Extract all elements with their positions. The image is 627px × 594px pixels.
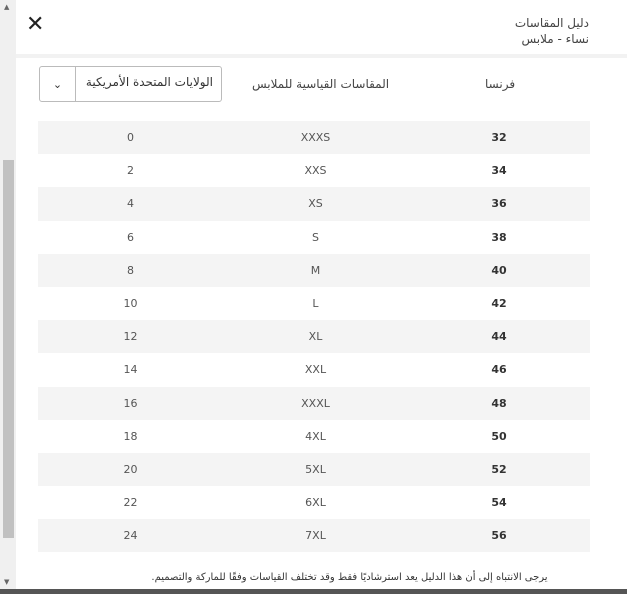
table-row — [38, 387, 590, 420]
us-size-cell: 12 — [38, 320, 223, 353]
standard-size-cell: 7XL — [223, 519, 408, 552]
table-row — [38, 121, 590, 154]
table-row — [38, 519, 590, 552]
close-icon[interactable]: ✕ — [26, 12, 45, 37]
scrollbar[interactable] — [0, 0, 16, 589]
page-subtitle: نساء - ملابس — [521, 32, 589, 46]
standard-size-cell: XXS — [304, 164, 327, 178]
scrollbar-thumb[interactable] — [3, 160, 14, 538]
france-size-cell: 40 — [408, 254, 590, 287]
us-size-cell: 6 — [127, 230, 134, 244]
standard-size-cell: L — [312, 297, 319, 311]
table-row — [38, 353, 590, 386]
us-size-cell: 8 — [38, 254, 223, 287]
table-row — [38, 221, 590, 254]
modal-header — [16, 0, 627, 58]
region-select[interactable] — [39, 66, 222, 102]
france-size-cell: 54 — [491, 496, 507, 510]
us-size-cell: 22 — [123, 496, 138, 510]
standard-size-cell: 5XL — [223, 453, 408, 486]
column-header-standard: المقاسات القياسية للملابس — [252, 77, 390, 91]
france-size-cell: 36 — [408, 187, 590, 220]
us-size-cell: 24 — [38, 519, 223, 552]
standard-size-cell: S — [312, 230, 319, 244]
france-size-cell: 32 — [408, 121, 590, 154]
us-size-cell: 18 — [123, 429, 138, 443]
us-size-cell: 2 — [127, 164, 134, 178]
us-size-cell: 10 — [123, 297, 138, 311]
standard-size-cell: XXXL — [223, 387, 408, 420]
standard-size-cell: XXXS — [223, 121, 408, 154]
table-row — [38, 320, 590, 353]
table-row — [38, 453, 590, 486]
disclaimer-note: يرجى الانتباه إلى أن هذا الدليل يعد استرشاديًا فقط وقد تختلف القياسات وفقًا للماركة والتصميم. — [151, 572, 548, 583]
france-size-cell: 50 — [491, 429, 507, 443]
column-header-france: فرنسا — [485, 77, 516, 91]
france-size-cell: 52 — [408, 453, 590, 486]
table-row — [38, 287, 590, 320]
page-title: دليل المقاسات — [514, 16, 589, 30]
size-table — [38, 121, 590, 552]
table-row — [38, 187, 590, 220]
standard-size-cell: XL — [223, 320, 408, 353]
table-row — [38, 486, 590, 519]
bottom-bar — [0, 589, 627, 594]
france-size-cell: 56 — [408, 519, 590, 552]
table-row — [38, 420, 590, 453]
scroll-down-arrow-icon[interactable]: ▼ — [4, 578, 10, 586]
us-size-cell: 14 — [123, 363, 138, 377]
us-size-cell: 20 — [38, 453, 223, 486]
standard-size-cell: XS — [223, 187, 408, 220]
france-size-cell: 34 — [491, 164, 507, 178]
scroll-up-arrow-icon[interactable]: ▲ — [4, 3, 10, 11]
us-size-cell: 16 — [38, 387, 223, 420]
france-size-cell: 38 — [491, 230, 507, 244]
header-title-block — [515, 15, 589, 47]
standard-size-cell: XXL — [304, 363, 327, 377]
us-size-cell: 0 — [38, 121, 223, 154]
france-size-cell: 48 — [408, 387, 590, 420]
standard-size-cell: 6XL — [305, 496, 326, 510]
chevron-down-icon[interactable]: ⌄ — [40, 67, 76, 101]
us-size-cell: 4 — [38, 187, 223, 220]
standard-size-cell: 4XL — [305, 429, 326, 443]
table-row — [38, 154, 590, 187]
france-size-cell: 46 — [491, 363, 507, 377]
region-select-value: الولايات المتحدة الأمريكية — [85, 75, 213, 89]
table-row — [38, 254, 590, 287]
france-size-cell: 44 — [408, 320, 590, 353]
standard-size-cell: M — [223, 254, 408, 287]
france-size-cell: 42 — [491, 297, 507, 311]
